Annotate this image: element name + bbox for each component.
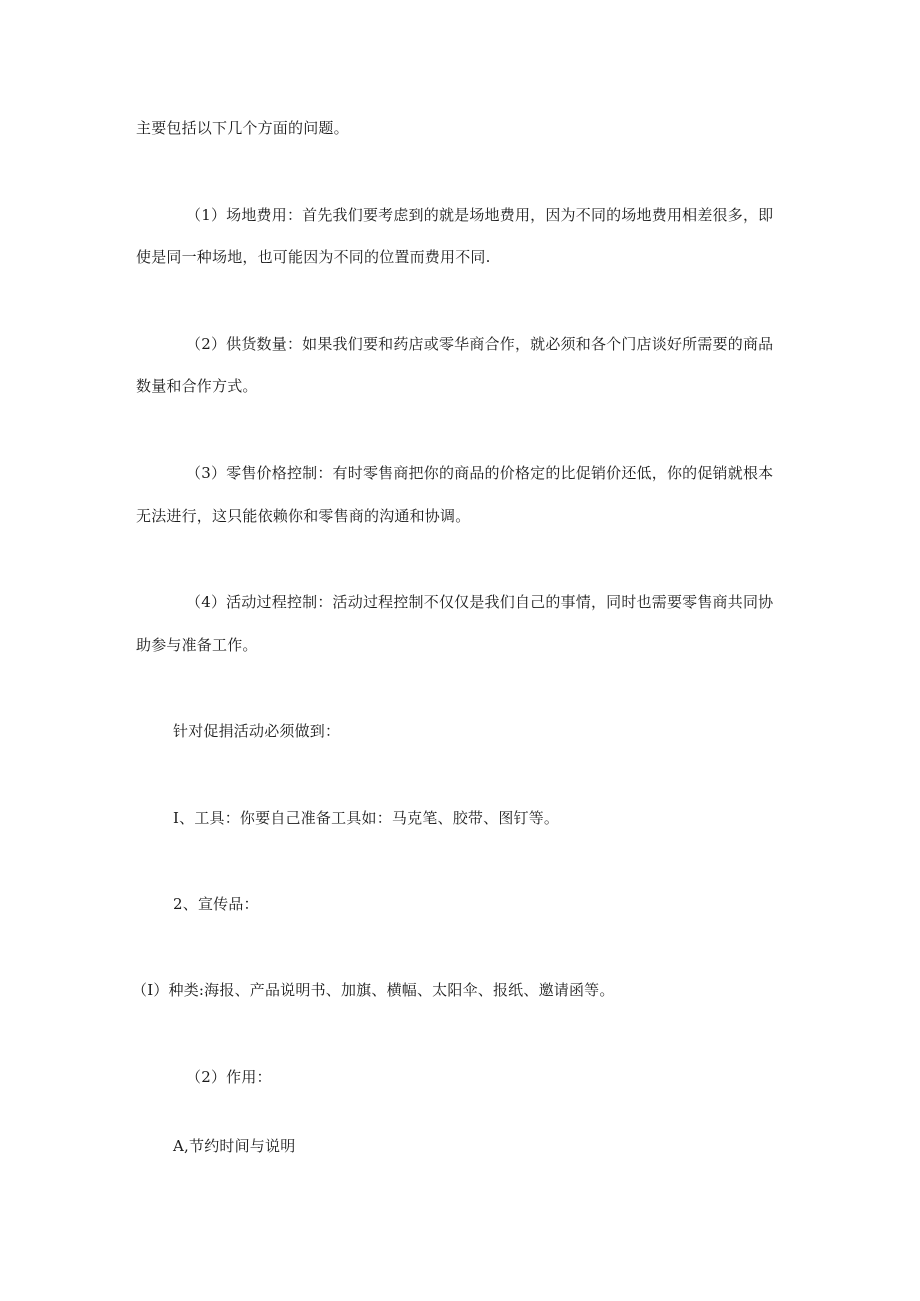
item3-line1: （3）零售价格控制：有时零售商把你的商品的价格定的比促销价还低，你的促销就根本 [186,464,774,482]
item3-line2: 无法进行，这只能依赖你和零售商的沟通和协调。 [136,507,471,525]
item1-line2: 使是同一种场地，也可能因为不同的位置而费用不同. [136,248,491,266]
requirements-heading: 针对促捐活动必须做到： [173,722,341,740]
tools-text: I、工具：你要自己准备工具如：马克笔、胶带、图钉等。 [173,809,560,827]
item4-line1: （4）活动过程控制：活动过程控制不仅仅是我们自己的事情，同时也需要零售商共同协 [186,593,774,611]
promo-types-text: （I）种类:海报、产品说明书、加旗、横幅、太阳伞、报纸、邀请函等。 [132,981,615,999]
function-a-text: A,节约时间与说明 [173,1137,296,1155]
promo-heading: 2、宣传品： [173,895,259,913]
intro-text: 主要包括以下几个方面的问题。 [136,119,349,137]
item4-line2: 助参与准备工作。 [136,636,258,654]
item2-line2: 数量和合作方式。 [136,377,258,395]
item2-line1: （2）供货数量：如果我们要和药店或零华商合作，就必须和各个门店谈好所需要的商品 [186,335,774,353]
item1-line1: （1）场地费用：首先我们要考虑到的就是场地费用，因为不同的场地费用相差很多，即 [186,206,774,224]
promo-function-heading: （2）作用： [186,1068,272,1086]
